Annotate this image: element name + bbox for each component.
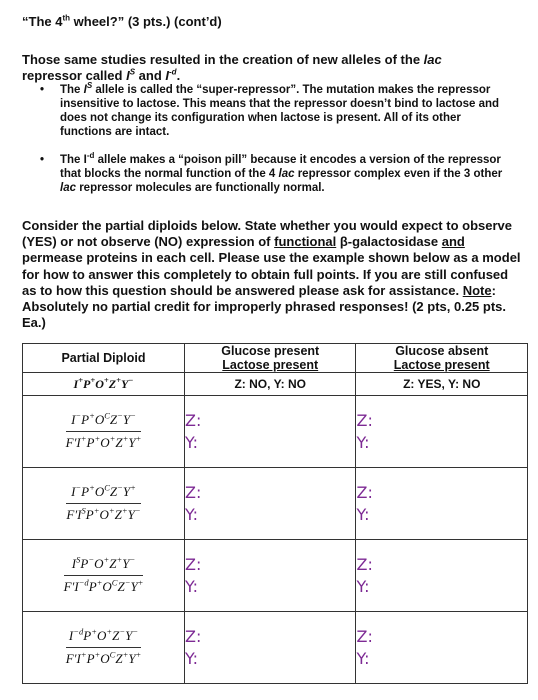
- handwritten-y: Y:: [356, 576, 370, 596]
- answer-glucose-absent[interactable]: [356, 468, 528, 540]
- answer-glucose-absent[interactable]: [356, 612, 528, 684]
- diploid-genotype: $\frac{I^{-d}P^+O^+Z^-Y^-}{F'I^+P^+O^CZ^+Y^+}$: [23, 612, 185, 684]
- header-partial-diploid: Partial Diploid: [23, 344, 185, 373]
- example-glucose-present: Z: NO, Y: NO: [184, 373, 356, 396]
- diploid-genotype: $\frac{I^SP^-O^+Z^+Y^-}{F'I^{-d}P^+O^CZ^-Y^+}$: [23, 540, 185, 612]
- header-glucose-absent: Glucose absent Lactose present: [356, 344, 528, 373]
- handwritten-y: Y:: [184, 648, 199, 668]
- allele-notes: [40, 83, 510, 195]
- and-emphasis: and: [441, 234, 465, 250]
- answer-glucose-present[interactable]: [184, 612, 356, 684]
- handwritten-z: Z:: [184, 410, 202, 430]
- table-row: [23, 540, 528, 612]
- header-glucose-present: Glucose present Lactose present: [184, 344, 356, 373]
- handwritten-z: Z:: [356, 626, 373, 646]
- handwritten-y: Y:: [356, 648, 370, 668]
- intro-paragraph: Those same studies resulted in the creation of new alleles of the lac repressor called $I^S$ and $I^{-d}$.: [22, 52, 442, 83]
- handwritten-y: Y:: [184, 504, 199, 524]
- table-row: [23, 396, 528, 468]
- answer-glucose-present[interactable]: [184, 396, 356, 468]
- page-title: “The 4th wheel?” (3 pts.) (cont’d): [22, 13, 222, 29]
- handwritten-y: Y:: [184, 432, 199, 452]
- example-row: [23, 373, 528, 396]
- handwritten-z: Z:: [184, 626, 202, 646]
- bullet-icon: •: [40, 154, 45, 166]
- table-header-row: [23, 344, 528, 373]
- handwritten-z: Z:: [356, 554, 373, 574]
- answer-glucose-absent[interactable]: [356, 540, 528, 612]
- handwritten-y: Y:: [356, 504, 370, 524]
- note-label: Note: [462, 282, 492, 298]
- table-row: [23, 468, 528, 540]
- question-paragraph: Consider the partial diploids below. State whether you would expect to observe (YES) or not observe (NO) expression of functional β-galactosidase and permease proteins in each cell. Please use the example shown below as a model for how to answer this completely to obtain full points. If you are still confused as to how this question should be answered please ask for assistance. Note: Absolutely no partial credit for improperly phrased responses! (2 pts, 0.25 pts. Ea.): [22, 218, 521, 331]
- example-glucose-absent: Z: YES, Y: NO: [356, 373, 528, 396]
- functional-emphasis: functional: [274, 234, 337, 250]
- answer-glucose-present[interactable]: [184, 468, 356, 540]
- handwritten-y: Y:: [356, 432, 370, 452]
- bullet-icon: •: [40, 84, 45, 96]
- handwritten-z: Z:: [356, 482, 373, 502]
- handwritten-z: Z:: [356, 410, 373, 430]
- diploid-genotype: $\frac{I^-P^+O^CZ^-Y^+}{F'I^SP^+O^+Z^+Y^-}$: [23, 468, 185, 540]
- diploid-genotype: $\frac{I^-P^+O^CZ^-Y^-}{F'I^+P^+O^+Z^+Y^+}$: [23, 396, 185, 468]
- answer-glucose-absent[interactable]: [356, 396, 528, 468]
- handwritten-z: Z:: [184, 482, 202, 502]
- example-genotype: I+P+O+Z+Y−: [23, 373, 185, 396]
- note-poison-pill: • The $I^{-d}$ allele makes a “poison pill” because it encodes a version of the repressor that blocks the normal function of the 4 lac repressor complex even if the 3 other lac repressor molecules are functionally normal.: [40, 151, 503, 194]
- answer-glucose-present[interactable]: [184, 540, 356, 612]
- note-super-repressor: • The $I^S$ allele is called the “super-repressor”. The mutation makes the repressor insensitive to lactose. This means that the repressor doesn’t bind to lactose and does not change its configuration when lactose is present. All of its other functions are intact.: [40, 81, 500, 138]
- partial-diploid-table: [22, 343, 528, 684]
- table-row: [23, 612, 528, 684]
- handwritten-z: Z:: [184, 554, 202, 574]
- handwritten-y: Y:: [184, 576, 199, 596]
